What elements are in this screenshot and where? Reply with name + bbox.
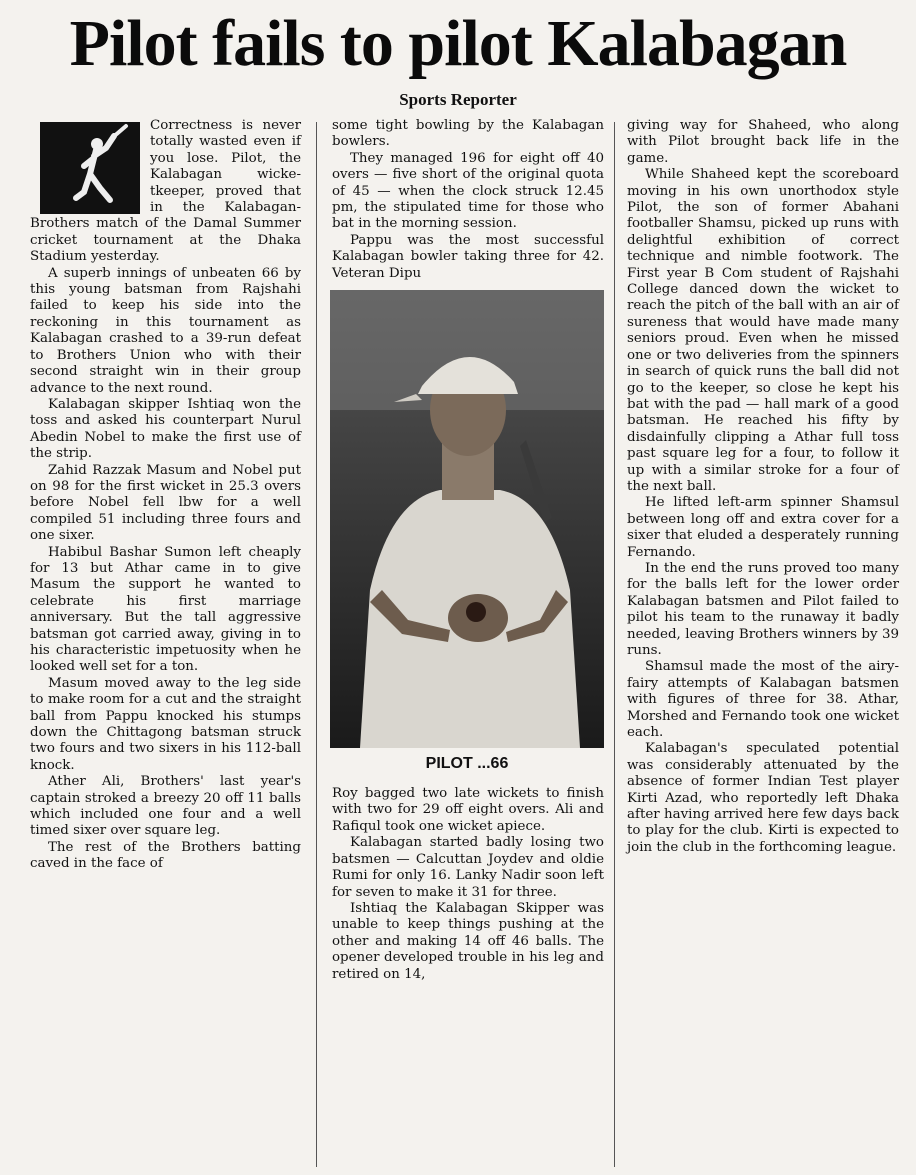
paragraph: A superb innings of unbeaten 66 by this young batsman from Rajshahi failed to keep his side into the reckoning in this tournament as Kalabagan crashed to a 39-run defeat to Brothers Union who with their second straight win in their group advance to the next round.: [30, 265, 301, 396]
paragraph: Masum moved away to the leg side to make room for a cut and the straight ball from Pappu knocked his stumps down the Chittagong batsman struck two fours and two sixers in his 112-ball knock.: [30, 675, 301, 773]
paragraph: Ishtiaq the Kalabagan Skipper was unable to keep things pushing at the other and making 14 off 46 balls. The opener developed trouble in his leg and retired on 14,: [332, 900, 604, 982]
paragraph: They managed 196 for eight off 40 overs — five short of the original quota of 45 — when the clock struck 12.45 pm, the stipulated time for those who bat in the morning session.: [332, 150, 604, 232]
paragraph: Shamsul made the most of the airy-fairy attempts of Kalabagan batsmen with figures of three for 38. Athar, Morshed and Fernando took one wicket each.: [627, 659, 899, 741]
column-rule: [316, 122, 317, 1167]
paragraph: giving way for Shaheed, who along with Pilot brought back life in the game.: [627, 118, 899, 166]
paragraph: Habibul Bashar Sumon left cheaply for 13 but Athar came in to give Masum the support he wanted to celebrate his first marriage anniversary. But the tall aggressive batsman got carried away, giving in to his characteristic impetuosity when he looked well set for a ton.: [30, 544, 301, 675]
paragraph: Correctness is never totally wasted even if you lose. Pilot, the Kalabagan wicke-tkeeper, proved that in the Kalabagan-Brothers match of the Damal Summer cricket tournament at the Dhaka Stadium yesterday.: [30, 118, 301, 265]
paragraph: some tight bowling by the Kalabagan bowlers.: [332, 118, 604, 150]
headline: Pilot fails to pilot Kalabagan: [69, 7, 847, 80]
byline: Sports Reporter: [399, 90, 517, 109]
article-column-3: [627, 118, 899, 856]
cricket-logo-icon: [40, 122, 140, 214]
paragraph: The rest of the Brothers batting caved in the face of: [30, 839, 301, 872]
paragraph: Roy bagged two late wickets to finish with two for 29 off eight overs. Ali and Rafiqul took one wicket apiece.: [332, 786, 604, 834]
paragraph: Ather Ali, Brothers' last year's captain stroked a breezy 20 off 11 balls which included one four and a well timed sixer over square leg.: [30, 774, 301, 839]
article-column-1: [30, 118, 301, 873]
paragraph: Kalabagan started badly losing two batsmen — Calcuttan Joydev and oldie Rumi for only 16. Lanky Nadir soon left for seven to make it 31 for three.: [332, 835, 604, 900]
paragraph: In the end the runs proved too many for the balls left for the lower order Kalabagan batsmen and Pilot failed to pilot his team to the runaway it badly needed, leaving Brothers winners by 39 runs.: [627, 560, 899, 658]
paragraph: Pappu was the most successful Kalabagan bowler taking three for 42. Veteran Dipu: [332, 232, 604, 281]
paragraph: While Shaheed kept the scoreboard moving in his own unorthodox style Pilot, the son of former Abahani footballer Shamsu, picked up runs with delightful exhibition of correct technique and nimble footwork. The First year B Com student of Rajshahi College danced down the wicket to reach the pitch of the ball with an air of sureness that would have made many seniors proud. Even when he missed one or two deliveries from the spinners in search of quick runs the ball did not go to the keeper, so close he kept his bat with the pad — hall mark of a good batsman. He reached his fifty by disdainfully clipping a Athar full toss past square leg for a four, to follow it up with a similar stroke for a four of the next ball.: [627, 167, 899, 494]
paragraph: Kalabagan's speculated potential was considerably attenuated by the absence of former Indian Test player Kirti Azad, who reportedly left Dhaka after having arrived here few days back to play for the club. Kirti is expected to join the club in the forthcoming league.: [627, 741, 899, 855]
column-rule: [614, 122, 615, 1167]
paragraph: Kalabagan skipper Ishtiaq won the toss and asked his counterpart Nurul Abedin Nobel to make the first use of the strip.: [30, 396, 301, 462]
paragraph: He lifted left-arm spinner Shamsul between long off and extra cover for a sixer that eluded a desperately running Fernando.: [627, 495, 899, 560]
paragraph: Zahid Razzak Masum and Nobel put on 98 for the first wicket in 25.3 overs before Nobel fell lbw for a well compiled 51 including three fours and one sixer.: [30, 462, 301, 544]
article-column-2: [332, 118, 604, 983]
photo-caption: PILOT ...66: [425, 755, 509, 773]
photo-block: [330, 290, 604, 780]
player-photo: [330, 290, 604, 748]
